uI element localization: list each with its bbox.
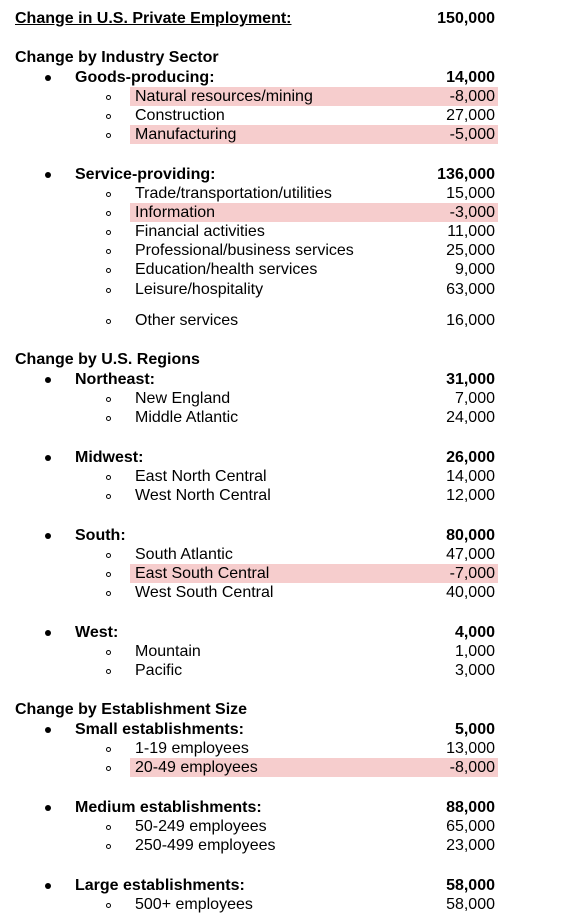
category-row — [0, 165, 565, 184]
subcategory-row — [0, 895, 565, 914]
subcategory-row — [0, 125, 565, 144]
row-label: 500+ employees — [135, 896, 253, 913]
row-label: 20-49 employees — [135, 759, 258, 776]
subcategory-row — [0, 280, 565, 299]
hollow-bullet-icon — [106, 319, 111, 324]
row-value: 7,000 — [454, 390, 495, 407]
row-value: 63,000 — [446, 281, 495, 298]
row-label: South: — [75, 527, 126, 544]
row-label: Information — [135, 204, 216, 221]
row-value: -5,000 — [449, 126, 495, 143]
row-label: Professional/business services — [135, 242, 354, 259]
section-heading-row — [0, 48, 565, 67]
subcategory-row — [0, 260, 565, 279]
bullet-icon — [45, 533, 51, 539]
hollow-bullet-icon — [106, 416, 111, 421]
hollow-bullet-icon — [106, 747, 111, 752]
row-label: Middle Atlantic — [135, 409, 239, 426]
hollow-bullet-icon — [106, 844, 111, 849]
hollow-bullet-icon — [106, 669, 111, 674]
hollow-bullet-icon — [106, 825, 111, 830]
subcategory-row — [0, 389, 565, 408]
subcategory-row — [0, 836, 565, 855]
row-value: 88,000 — [446, 799, 495, 816]
hollow-bullet-icon — [106, 133, 111, 138]
row-label: Mountain — [135, 643, 201, 660]
row-label: Natural resources/mining — [135, 88, 313, 105]
category-row — [0, 526, 565, 545]
row-value: 11,000 — [447, 223, 495, 240]
row-label: Midwest: — [75, 449, 144, 466]
row-value: 1,000 — [454, 643, 495, 660]
row-label: Goods-producing: — [75, 69, 215, 86]
category-row — [0, 876, 565, 895]
bullet-icon — [45, 630, 51, 636]
subcategory-row — [0, 106, 565, 125]
category-row — [0, 623, 565, 642]
subcategory-row — [0, 642, 565, 661]
row-label: South Atlantic — [135, 546, 233, 563]
section-heading-row — [0, 9, 565, 28]
row-value: 9,000 — [454, 261, 495, 278]
row-label: Large establishments: — [75, 877, 245, 894]
row-value: 80,000 — [446, 527, 495, 544]
subcategory-row — [0, 564, 565, 583]
row-label: Construction — [135, 107, 225, 124]
row-label: West South Central — [135, 584, 274, 601]
row-label: Change by U.S. Regions — [15, 351, 200, 368]
bullet-icon — [45, 883, 51, 889]
row-value: 58,000 — [446, 877, 495, 894]
row-label: Manufacturing — [135, 126, 237, 143]
subcategory-row — [0, 241, 565, 260]
hollow-bullet-icon — [106, 475, 111, 480]
row-value: -7,000 — [449, 565, 495, 582]
subcategory-row — [0, 311, 565, 330]
row-value: 47,000 — [446, 546, 495, 563]
subcategory-row — [0, 817, 565, 836]
hollow-bullet-icon — [106, 903, 111, 908]
hollow-bullet-icon — [106, 288, 111, 293]
row-label: Service-providing: — [75, 166, 216, 183]
subcategory-row — [0, 222, 565, 241]
row-label: Trade/transportation/utilities — [135, 185, 332, 202]
row-label: Leisure/hospitality — [135, 281, 264, 298]
hollow-bullet-icon — [106, 192, 111, 197]
category-row — [0, 798, 565, 817]
row-value: 40,000 — [446, 584, 495, 601]
hollow-bullet-icon — [106, 211, 111, 216]
row-value: 27,000 — [446, 107, 495, 124]
subcategory-row — [0, 486, 565, 505]
category-row — [0, 448, 565, 467]
row-value: 5,000 — [454, 721, 495, 738]
bullet-icon — [45, 805, 51, 811]
hollow-bullet-icon — [106, 230, 111, 235]
subcategory-row — [0, 467, 565, 486]
hollow-bullet-icon — [106, 494, 111, 499]
row-value: 23,000 — [446, 837, 495, 854]
row-value: 136,000 — [437, 166, 495, 183]
row-label: Northeast: — [75, 371, 156, 388]
hollow-bullet-icon — [106, 95, 111, 100]
subcategory-row — [0, 203, 565, 222]
row-value: 14,000 — [446, 69, 495, 86]
row-value: 12,000 — [446, 487, 495, 504]
row-value: 150,000 — [437, 10, 495, 27]
subcategory-row — [0, 545, 565, 564]
row-label: Change by Establishment Size — [15, 701, 248, 718]
hollow-bullet-icon — [106, 766, 111, 771]
category-row — [0, 720, 565, 739]
hollow-bullet-icon — [106, 397, 111, 402]
row-value: 58,000 — [446, 896, 495, 913]
bullet-icon — [45, 172, 51, 178]
hollow-bullet-icon — [106, 650, 111, 655]
row-value: 65,000 — [446, 818, 495, 835]
row-label: 1-19 employees — [135, 740, 249, 757]
hollow-bullet-icon — [106, 268, 111, 273]
row-label: East South Central — [135, 565, 270, 582]
section-heading-row — [0, 700, 565, 719]
hollow-bullet-icon — [106, 591, 111, 596]
bullet-icon — [45, 727, 51, 733]
subcategory-row — [0, 583, 565, 602]
row-value: 24,000 — [446, 409, 495, 426]
row-label: Change by Industry Sector — [15, 49, 219, 66]
row-value: 31,000 — [446, 371, 495, 388]
hollow-bullet-icon — [106, 572, 111, 577]
bullet-icon — [45, 455, 51, 461]
hollow-bullet-icon — [106, 249, 111, 254]
row-label: Pacific — [135, 662, 183, 679]
row-label: East North Central — [135, 468, 267, 485]
subcategory-row — [0, 758, 565, 777]
row-value: -8,000 — [449, 759, 495, 776]
row-value: 16,000 — [446, 312, 495, 329]
row-label: New England — [135, 390, 231, 407]
row-value: 3,000 — [454, 662, 495, 679]
row-label: West: — [75, 624, 119, 641]
row-label: Small establishments: — [75, 721, 244, 738]
category-row — [0, 370, 565, 389]
row-value: 4,000 — [454, 624, 495, 641]
row-value: -8,000 — [449, 88, 495, 105]
row-label: 250-499 employees — [135, 837, 276, 854]
section-heading-row — [0, 350, 565, 369]
row-value: 13,000 — [446, 740, 495, 757]
subcategory-row — [0, 184, 565, 203]
row-label: Medium establishments: — [75, 799, 262, 816]
row-label: Change in U.S. Private Employment: — [15, 10, 292, 27]
subcategory-row — [0, 661, 565, 680]
row-value: 25,000 — [446, 242, 495, 259]
row-label: 50-249 employees — [135, 818, 267, 835]
bullet-icon — [45, 377, 51, 383]
hollow-bullet-icon — [106, 553, 111, 558]
subcategory-row — [0, 739, 565, 758]
bullet-icon — [45, 75, 51, 81]
hollow-bullet-icon — [106, 114, 111, 119]
row-value: -3,000 — [449, 204, 495, 221]
row-label: Education/health services — [135, 261, 318, 278]
subcategory-row — [0, 87, 565, 106]
row-label: Other services — [135, 312, 239, 329]
row-label: West North Central — [135, 487, 271, 504]
row-value: 26,000 — [446, 449, 495, 466]
category-row — [0, 68, 565, 87]
row-value: 14,000 — [446, 468, 495, 485]
subcategory-row — [0, 408, 565, 427]
row-label: Financial activities — [135, 223, 265, 240]
row-value: 15,000 — [446, 185, 495, 202]
